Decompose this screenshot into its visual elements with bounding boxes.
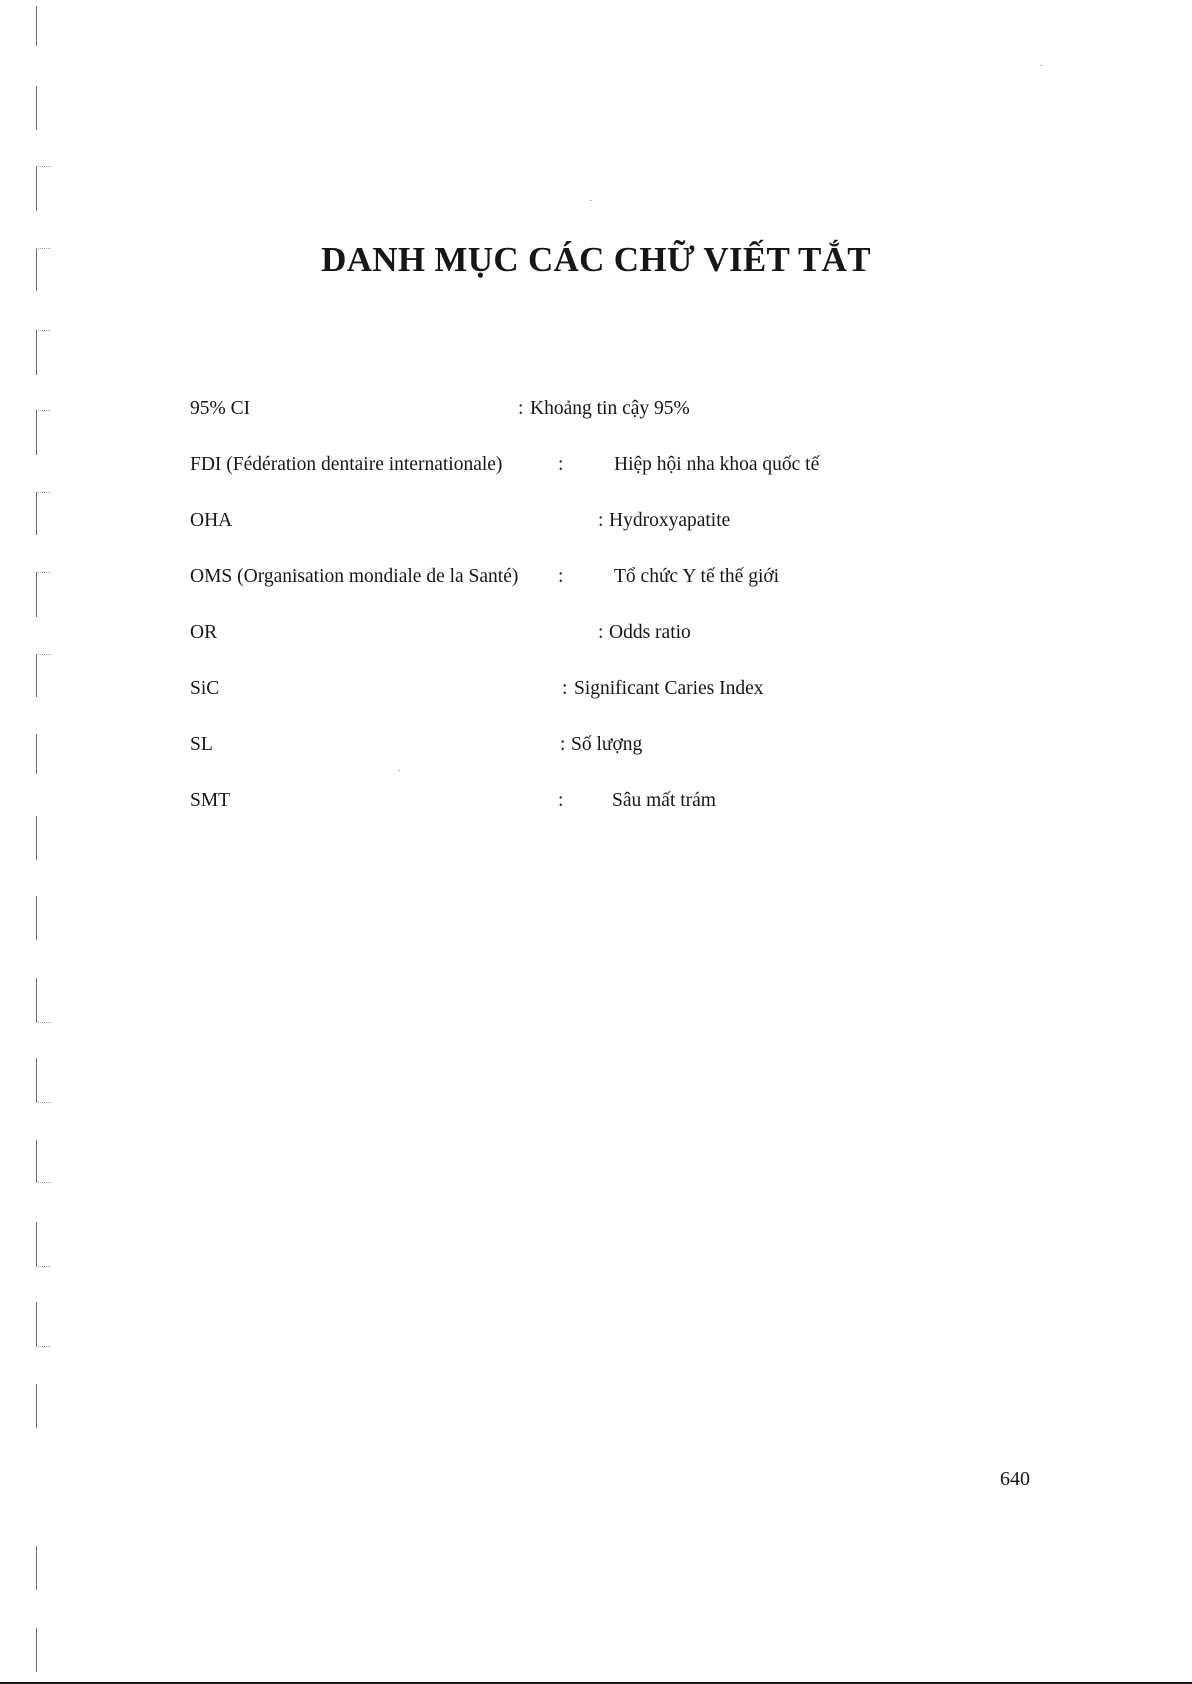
binding-mark [36,1302,51,1347]
abbreviation-colon: : [558,790,564,811]
binding-mark [36,86,51,130]
binding-mark [36,1058,51,1103]
abbreviation-term: FDI (Fédération dentaire internationale) [190,454,503,475]
page-number: 640 [1000,1468,1030,1490]
binding-mark [36,166,51,211]
abbreviation-term: OR [190,622,218,643]
binding-mark [36,896,51,940]
scan-speck [590,200,592,201]
binding-mark [36,1546,51,1590]
abbreviation-definition: Số lượng [571,734,643,755]
binding-mark [36,492,51,535]
abbreviation-colon: : [558,454,564,475]
abbreviation-colon: : [562,678,568,699]
binding-mark [36,1222,51,1267]
binding-mark [36,1140,51,1183]
abbreviation-term: SL [190,734,213,755]
binding-mark [36,734,51,774]
binding-mark [36,6,51,46]
abbreviation-definition: Hiệp hội nha khoa quốc tế [614,454,820,475]
binding-mark [36,330,51,375]
abbreviation-colon: : [558,566,564,587]
binding-mark [36,816,51,860]
abbreviation-term: SMT [190,790,231,811]
binding-mark [36,1628,51,1672]
abbreviation-colon: : [560,734,566,755]
abbreviation-colon: : [598,510,604,531]
abbreviation-definition: Tổ chức Y tế thế giới [614,566,780,587]
page-title: DANH MỤC CÁC CHỮ VIẾT TẮT [321,240,871,279]
abbreviation-definition: Significant Caries Index [574,678,764,699]
binding-mark [36,654,51,697]
binding-mark [36,572,51,617]
abbreviation-colon: : [598,622,604,643]
scan-speck [1040,65,1042,66]
abbreviation-colon: : [518,398,524,419]
binding-mark [36,1384,51,1428]
abbreviation-term: OHA [190,510,233,531]
scan-speck [398,770,400,771]
abbreviation-term: SiC [190,678,220,699]
abbreviation-definition: Hydroxyapatite [609,510,731,531]
abbreviation-definition: Khoảng tin cậy 95% [530,398,690,419]
abbreviation-definition: Sâu mất trám [612,790,716,811]
binding-mark [36,410,51,455]
abbreviation-term: 95% CI [190,398,251,419]
abbreviation-term: OMS (Organisation mondiale de la Santé) [190,566,519,587]
abbreviation-definition: Odds ratio [609,622,691,643]
binding-mark [36,978,51,1023]
